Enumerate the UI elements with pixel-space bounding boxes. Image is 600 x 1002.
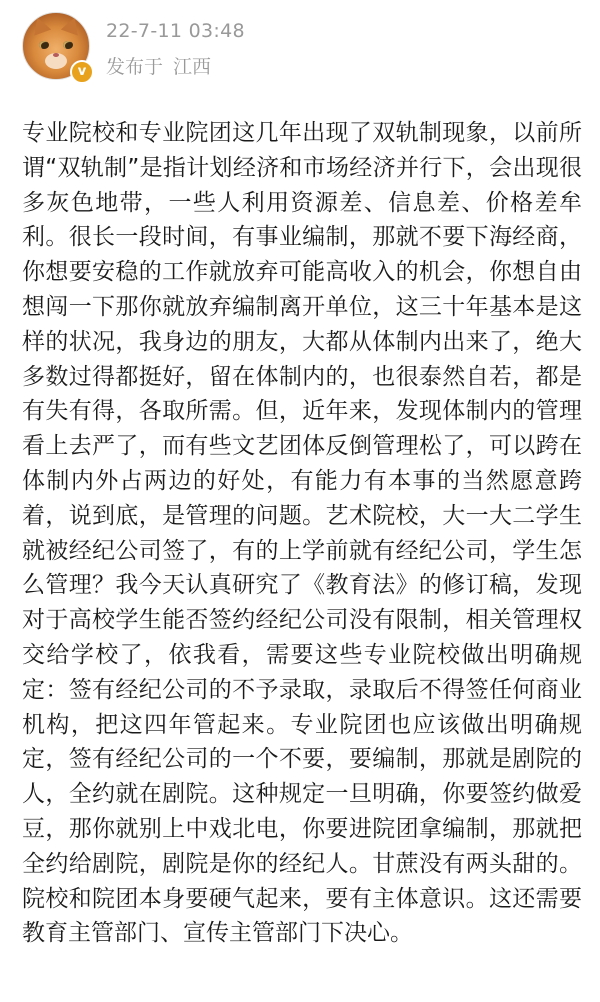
post-timestamp: 22-7-11 03:48: [106, 20, 245, 42]
post-location: 江西: [173, 56, 212, 78]
verified-badge-icon: v: [70, 60, 94, 84]
published-label: 发布于: [106, 56, 164, 78]
avatar[interactable]: [22, 12, 92, 82]
post-location-row: [106, 52, 211, 79]
post-body-text: 专业院校和专业院团这几年出现了双轨制现象，以前所谓“双轨制”是指计划经济和市场经济并行下，会出现很多灰色地带，一些人利用资源差、信息差、价格差牟利。很长一段时间，有事业编制，那就不要下海经商，你想要安稳的工作就放弃可能高收入的机会，你想自由想闯一下那你就放弃编制离开单位，这三十年基本是这样的状况，我身边的朋友，大都从体制内出来了，绝大多数过得都挺好，留在体制内的，也很泰然自若，都是有失有得，各取所需。但，近年来，发现体制内的管理看上去严了，而有些文艺团体反倒管理松了，可以跨在体制内外占两边的好处，有能力有本事的当然愿意跨着，说到底，是管理的问题。艺术院校，大一大二学生就被经纪公司签了，有的上学前就有经纪公司，学生怎么管理？我今天认真研究了《教育法》的修订稿，发现对于高校学生能否签约经纪公司没有限制，相关管理权交给学校了，依我看，需要这些专业院校做出明确规定：签有经纪公司的不予录取，录取后不得签任何商业机构，把这四年管起来。专业院团也应该做出明确规定，签有经纪公司的一个不要，要编制，那就是剧院的人，全约就在剧院。这种规定一旦明确，你要签约做爱豆，那你就别上中戏北电，你要进院团拿编制，那就把全约给剧院，剧院是你的经纪人。甘蔗没有两头甜的。院校和院团本身要硬气起来，要有主体意识。这还需要教育主管部门、宣传主管部门下决心。: [22, 120, 582, 947]
